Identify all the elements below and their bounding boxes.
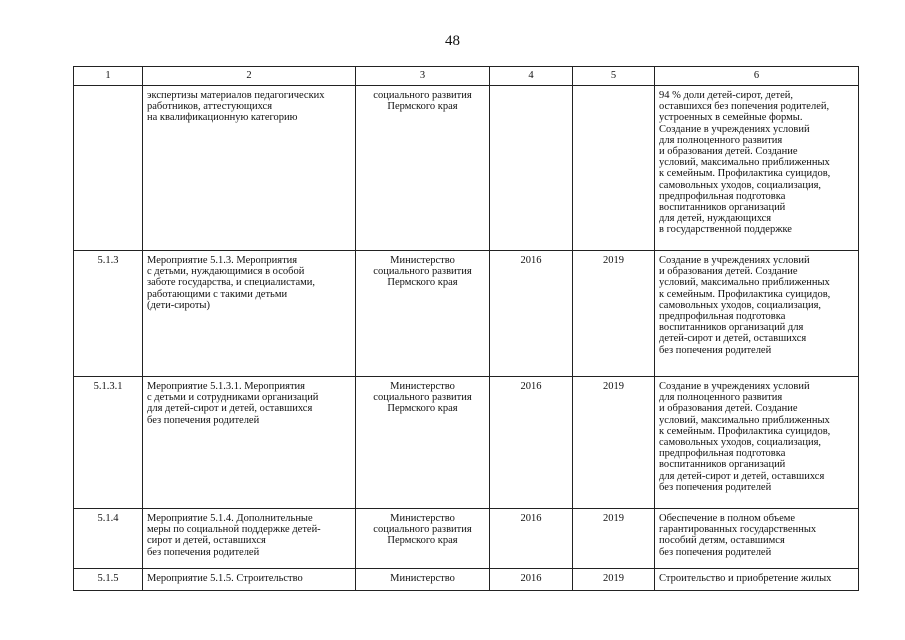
expected-result: 94 % доли детей-сирот, детей, оставшихся без попечения родителей, устроенных в семейные формы. Создание в учреждениях условий для полноценного развития и образования детей. Создание условий, максимально приближенных к семейным. Профилактика суицидов, самовольных уходов, социализация, предпрофильная подготовка воспитанников организаций для детей, нуждающихся в государственной поддержке (655, 86, 859, 251)
column-header: 4 (490, 67, 573, 86)
table-row (74, 86, 859, 251)
expected-result: Создание в учреждениях условий для полноценного развития и образования детей. Создание условий, максимально приближенных к семейным. Профилактика суицидов, самовольных уходов, социализация, предпрофильная подготовка воспитанников организаций для детей-сирот и детей, оставшихся без попечения родителей (655, 377, 859, 509)
column-header: 6 (655, 67, 859, 86)
end-year: 2019 (573, 569, 655, 591)
table-row (74, 377, 859, 509)
expected-result: Строительство и приобретение жилых (655, 569, 859, 591)
activity-name: Мероприятие 5.1.3. Мероприятия с детьми, нуждающимися в особой заботе государства, и специалистами, работающими с такими детьми (дети-сироты) (143, 251, 356, 377)
column-header: 5 (573, 67, 655, 86)
program-activities-table (73, 66, 859, 591)
table-header-row (74, 67, 859, 86)
start-year: 2016 (490, 569, 573, 591)
expected-result: Обеспечение в полном объеме гарантированных государственных пособий детям, оставшимся без попечения родителей (655, 509, 859, 569)
start-year: 2016 (490, 251, 573, 377)
row-number: 5.1.3.1 (74, 377, 143, 509)
executor: Министерство социального развития Пермского края (356, 377, 490, 509)
table-row (74, 509, 859, 569)
column-header: 1 (74, 67, 143, 86)
column-header: 2 (143, 67, 356, 86)
activity-name: Мероприятие 5.1.3.1. Мероприятия с детьми и сотрудниками организаций для детей-сирот и детей, оставшихся без попечения родителей (143, 377, 356, 509)
activity-name: Мероприятие 5.1.4. Дополнительные меры по социальной поддержке детей- сирот и детей, оставшихся без попечения родителей (143, 509, 356, 569)
executor: Министерство социального развития Пермского края (356, 251, 490, 377)
end-year (573, 86, 655, 251)
row-number: 5.1.5 (74, 569, 143, 591)
activity-name: Мероприятие 5.1.5. Строительство (143, 569, 356, 591)
activity-name: экспертизы материалов педагогических работников, аттестующихся на квалификационную категорию (143, 86, 356, 251)
start-year: 2016 (490, 377, 573, 509)
table-row (74, 251, 859, 377)
end-year: 2019 (573, 251, 655, 377)
page-number: 48 (445, 33, 460, 49)
row-number (74, 86, 143, 251)
start-year (490, 86, 573, 251)
executor: социального развития Пермского края (356, 86, 490, 251)
executor: Министерство (356, 569, 490, 591)
column-header: 3 (356, 67, 490, 86)
start-year: 2016 (490, 509, 573, 569)
row-number: 5.1.4 (74, 509, 143, 569)
end-year: 2019 (573, 509, 655, 569)
row-number: 5.1.3 (74, 251, 143, 377)
executor: Министерство социального развития Пермского края (356, 509, 490, 569)
expected-result: Создание в учреждениях условий и образования детей. Создание условий, максимально приближенных к семейным. Профилактика суицидов, самовольных уходов, социализация, предпрофильная подготовка воспитанников организаций для детей-сирот и детей, оставшихся без попечения родителей (655, 251, 859, 377)
end-year: 2019 (573, 377, 655, 509)
table-row (74, 569, 859, 591)
